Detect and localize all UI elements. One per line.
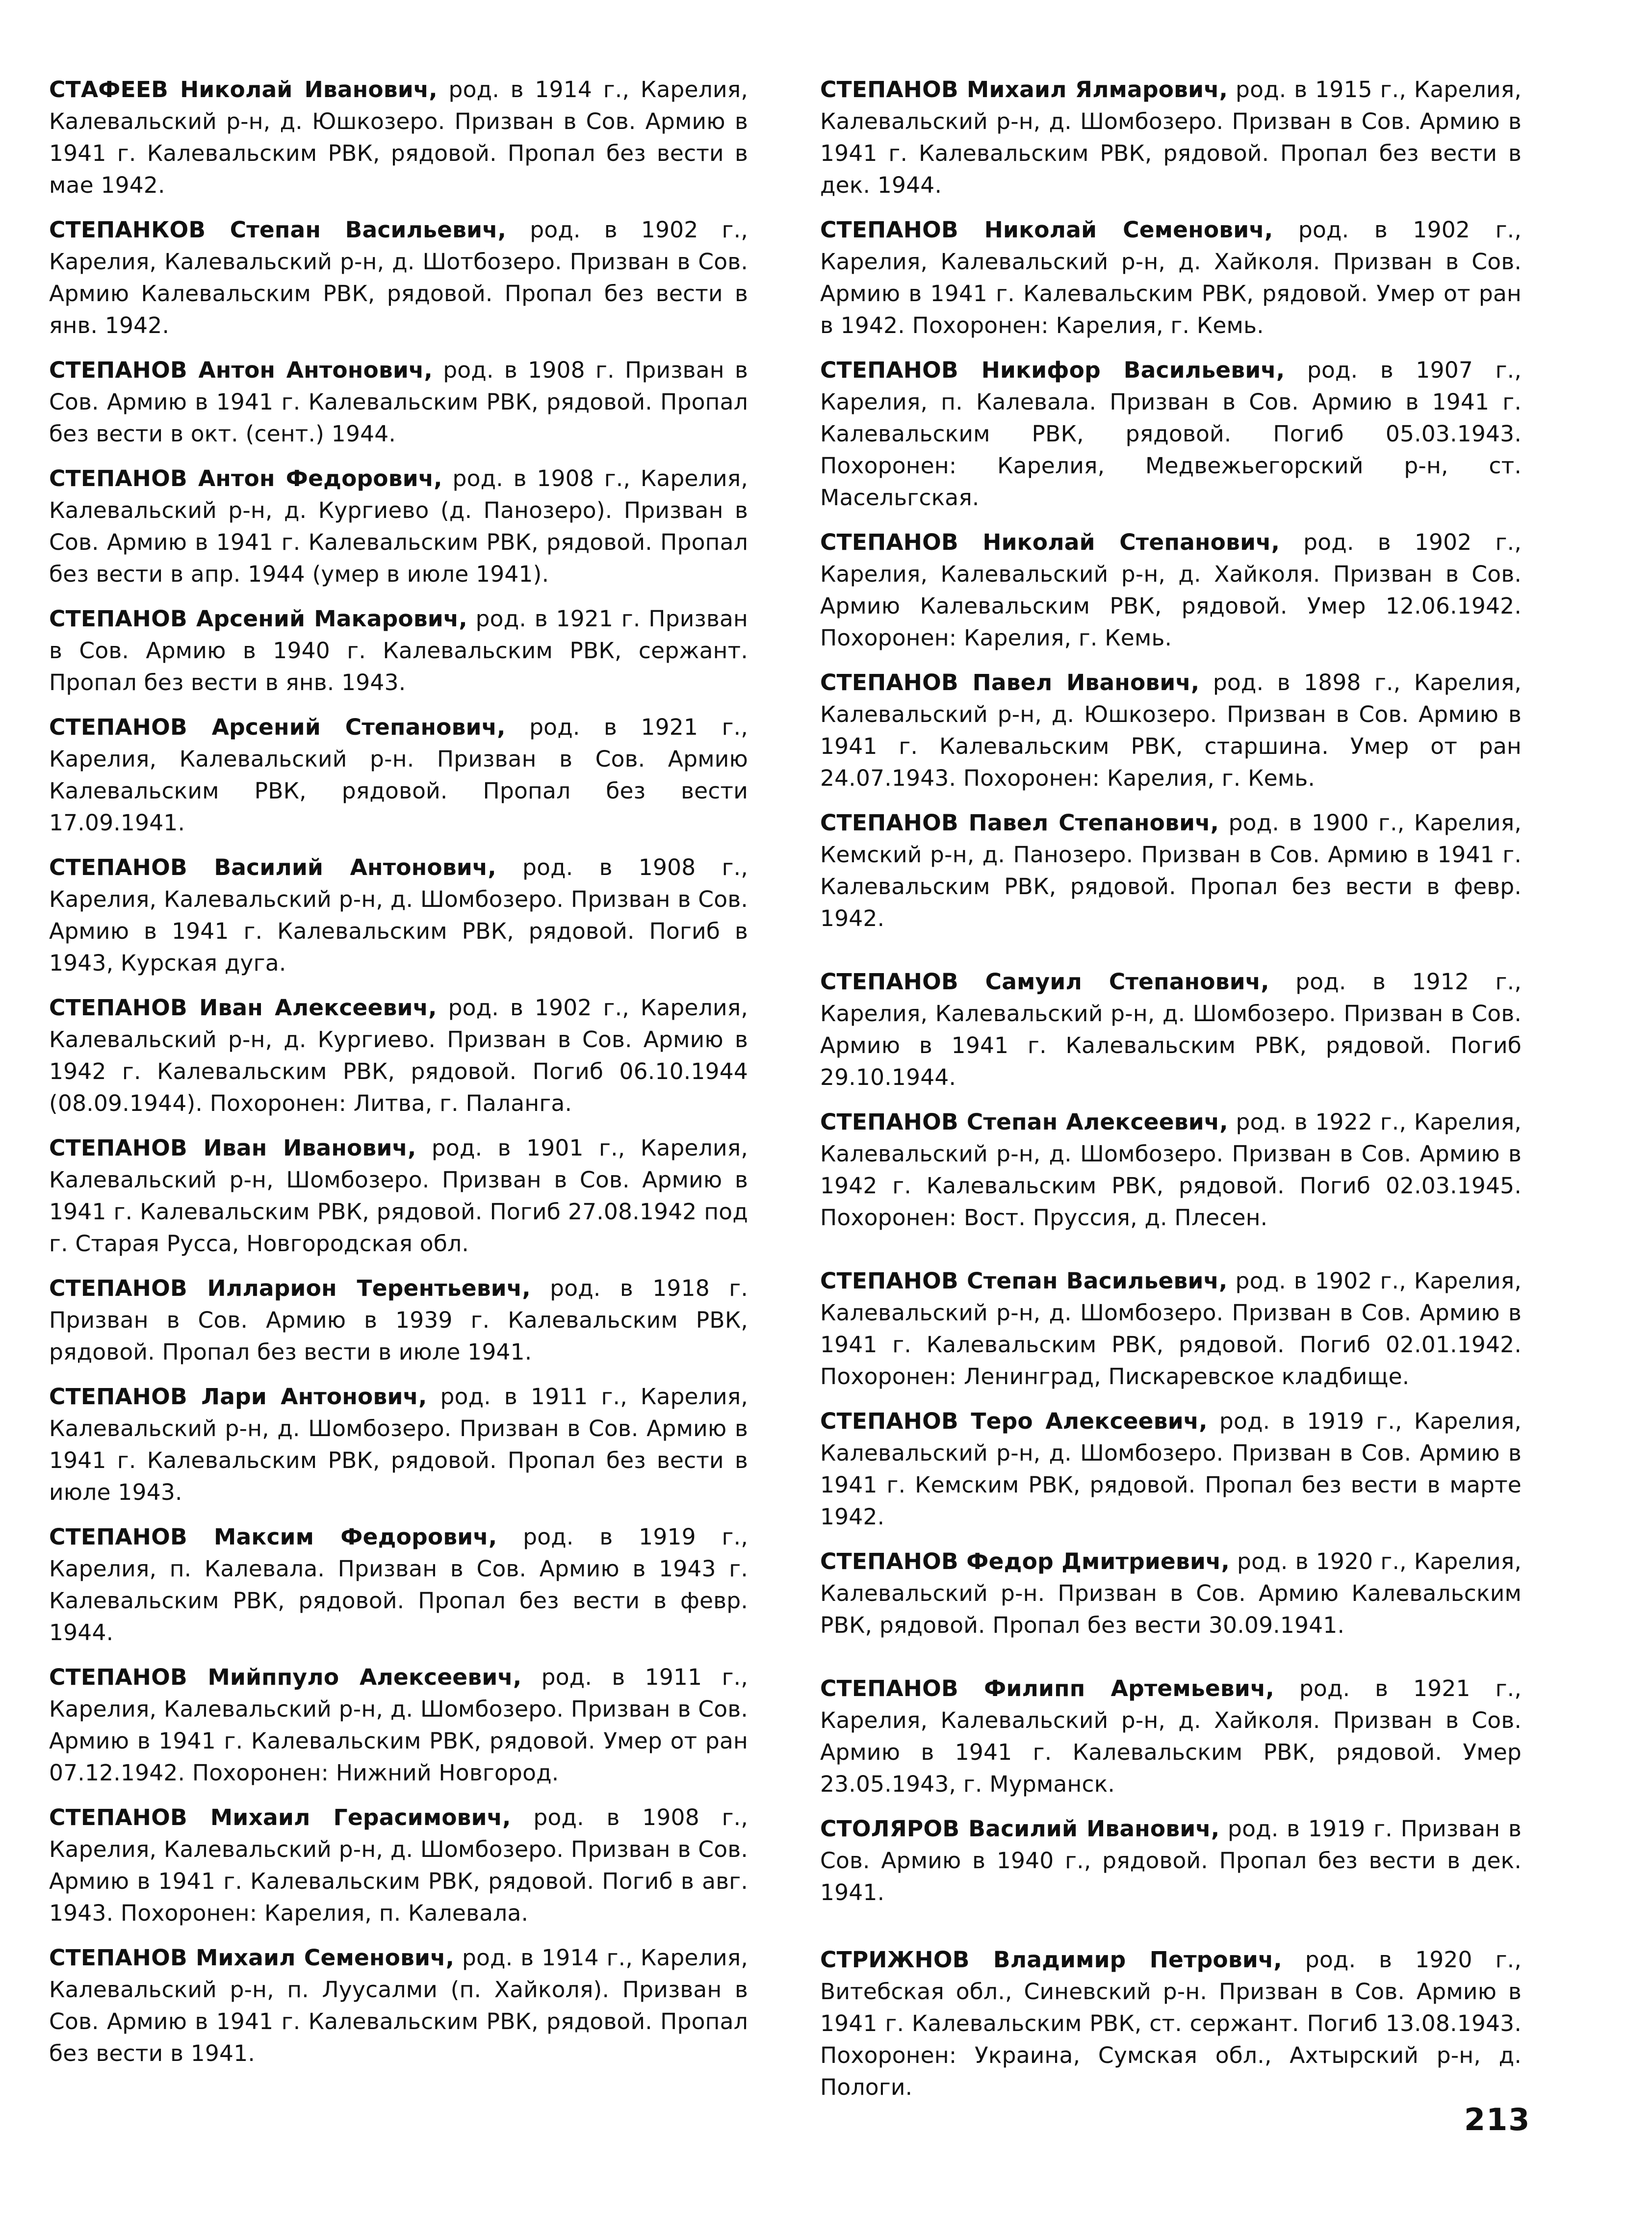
entry — [49, 603, 748, 698]
entry-name: СТЕПАНОВ Павел Иванович, — [820, 669, 1200, 695]
entry-text: род. в 1921 г., Карелия, Калевальский р-н. Призван в Сов. Армию Калевальским РВК, рядовой. Пропал без вести 17.09.1941. — [49, 714, 748, 836]
entry-name: СТЕПАНОВ Павел Степанович, — [820, 810, 1219, 836]
entry — [49, 1381, 748, 1508]
page-number: 213 — [1464, 2102, 1531, 2137]
entry — [820, 354, 1522, 514]
entry — [49, 1521, 748, 1648]
entry — [820, 214, 1522, 341]
entry-name: СТЕПАНОВ Мийппуло Алексеевич, — [49, 1664, 522, 1690]
right-column — [820, 74, 1522, 2103]
entry-text: род. в 1908 г. Призван в Сов. Армию в 1941 г. Калевальским РВК, рядовой. Пропал без вести в окт. (сент.) 1944. — [49, 357, 748, 447]
entry — [49, 1272, 748, 1368]
entry-text: род. в 1919 г., Карелия, Калевальский р-н, д. Шомбозеро. Призван в Сов. Армию в 1941 г. Кемским РВК, рядовой. Пропал без вести в марте 1942. — [820, 1408, 1522, 1530]
entry-text: род. в 1920 г., Витебская обл., Синевский р-н. Призван в Сов. Армию в 1941 г. Калевальским РВК, ст. сержант. Погиб 13.08.1943. Похоронен: Украина, Сумская обл., Ахтырский р-н, д. Пологи. — [820, 1947, 1522, 2100]
entry — [49, 1132, 748, 1260]
entry-name: СТЕПАНОВ Степан Васильевич, — [820, 1268, 1228, 1294]
entry — [49, 1661, 748, 1789]
entry — [49, 851, 748, 979]
entry — [49, 992, 748, 1119]
entry-name: СТЕПАНОВ Арсений Макарович, — [49, 606, 467, 632]
entry-name: СТЕПАНОВ Василий Антонович, — [49, 854, 496, 880]
entry — [820, 1813, 1522, 1908]
entry-text: род. в 1919 г. Призван в Сов. Армию в 1940 г., рядовой. Пропал без вести в дек. 1941. — [820, 1816, 1522, 1905]
entry — [820, 1545, 1522, 1641]
entry — [820, 807, 1522, 934]
entry-text: род. в 1902 г., Карелия, Калевальский р-н, д. Кургиево. Призван в Сов. Армию в 1942 г. Калевальским РВК, рядовой. Погиб 06.10.1944 (08.09.1944). Похоронен: Литва, г. Паланга. — [49, 995, 748, 1116]
entry — [820, 1673, 1522, 1800]
entry-text: род. в 1921 г. Призван в Сов. Армию в 1940 г. Калевальским РВК, сержант. Пропал без вести в янв. 1943. — [49, 606, 749, 695]
entry-text: род. в 1915 г., Карелия, Калевальский р-н, д. Шомбозеро. Призван в Сов. Армию в 1941 г. Калевальским РВК, рядовой. Пропал без вести в дек. 1944. — [820, 77, 1522, 198]
entry-name: СТЕПАНОВ Михаил Ялмарович, — [820, 77, 1228, 103]
entry-text: род. в 1919 г., Карелия, п. Калевала. Призван в Сов. Армию в 1943 г. Калевальским РВК, рядовой. Пропал без вести в февр. 1944. — [49, 1524, 748, 1646]
entry-name: СТЕПАНОВ Теро Алексеевич, — [820, 1408, 1208, 1434]
entry-text: род. в 1902 г., Карелия, Калевальский р-н, д. Шотбозеро. Призван в Сов. Армию Калевальским РВК, рядовой. Пропал без вести в янв. 1942. — [49, 217, 748, 338]
entry-text: род. в 1920 г., Карелия, Калевальский р-н. Призван в Сов. Армию Калевальским РВК, рядовой. Пропал без вести 30.09.1941. — [820, 1548, 1522, 1638]
entry-text: род. в 1902 г., Карелия, Калевальский р-н, д. Шомбозеро. Призван в Сов. Армию в 1941 г. Калевальским РВК, рядовой. Погиб 02.01.1942. Похоронен: Ленинград, Пискаревское кладбище. — [820, 1268, 1522, 1390]
entry-text: род. в 1908 г., Карелия, Калевальский р-н, д. Шомбозеро. Призван в Сов. Армию в 1941 г. Калевальским РВК, рядовой. Погиб в 1943, Курская дуга. — [49, 854, 748, 976]
entry-name: СТЕПАНОВ Михаил Семенович, — [49, 1945, 455, 1971]
entry-text: род. в 1922 г., Карелия, Калевальский р-н, д. Шомбозеро. Призван в Сов. Армию в 1942 г. Калевальским РВК, рядовой. Погиб 02.03.1945. Похоронен: Вост. Пруссия, д. Плесен. — [820, 1109, 1522, 1231]
entry-name: СТЕПАНОВ Иван Иванович, — [49, 1135, 416, 1161]
entry-text: род. в 1914 г., Карелия, Калевальский р-н, п. Луусалми (п. Хайколя). Призван в Сов. Армию в 1941 г. Калевальским РВК, рядовой. Пропал без вести в 1941. — [49, 1945, 748, 2066]
entry — [49, 711, 748, 839]
entry-text: род. в 1902 г., Карелия, Калевальский р-н, д. Хайколя. Призван в Сов. Армию Калевальским РВК, рядовой. Умер 12.06.1942. Похоронен: Карелия, г. Кемь. — [820, 529, 1522, 651]
entry — [820, 74, 1522, 201]
entry-text: род. в 1898 г., Карелия, Калевальский р-н, д. Юшкозеро. Призван в Сов. Армию в 1941 г. Калевальским РВК, старшина. Умер от ран 24.07.1943. Похоронен: Карелия, г. Кемь. — [820, 669, 1522, 791]
entry-text: род. в 1900 г., Карелия, Кемский р-н, д. Панозеро. Призван в Сов. Армию в 1941 г. Калевальским РВК, рядовой. Пропал без вести в февр. 1942. — [820, 810, 1522, 931]
entry-name: СТЕПАНОВ Филипп Артемьевич, — [820, 1675, 1274, 1701]
entry-name: СТЕПАНОВ Степан Алексеевич, — [820, 1109, 1228, 1135]
entry-name: СТЕПАНОВ Михаил Герасимович, — [49, 1804, 511, 1830]
entry-name: СТЕПАНОВ Арсений Степанович, — [49, 714, 506, 740]
entry-name: СТОЛЯРОВ Василий Иванович, — [820, 1816, 1220, 1842]
left-column — [49, 74, 748, 2069]
entry-text: род. в 1912 г., Карелия, Калевальский р-н, д. Шомбозеро. Призван в Сов. Армию в 1941 г. Калевальским РВК, рядовой. Погиб 29.10.1944. — [820, 969, 1522, 1090]
entry — [820, 1106, 1522, 1234]
entry-text: род. в 1914 г., Карелия, Калевальский р-н, д. Юшкозеро. Призван в Сов. Армию в 1941 г. Калевальским РВК, рядовой. Пропал без вести в мае 1942. — [49, 77, 748, 198]
entry — [49, 214, 748, 341]
entry-text: род. в 1911 г., Карелия, Калевальский р-н, д. Шомбозеро. Призван в Сов. Армию в 1941 г. Калевальским РВК, рядовой. Умер от ран 07.12.1942. Похоронен: Нижний Новгород. — [49, 1664, 749, 1786]
entry — [820, 667, 1522, 794]
entry-name: СТЕПАНОВ Илларион Терентьевич, — [49, 1275, 531, 1301]
entry-name: СТЕПАНОВ Федор Дмитриевич, — [820, 1548, 1230, 1574]
entry-name: СТЕПАНОВ Антон Антонович, — [49, 357, 433, 383]
entry — [49, 1942, 748, 2069]
entry — [49, 463, 748, 590]
entry — [820, 1405, 1522, 1533]
entry — [49, 354, 748, 450]
entry-text: род. в 1908 г., Карелия, Калевальский р-н, д. Кургиево (д. Панозеро). Призван в Сов. Армию в 1941 г. Калевальским РВК, рядовой. Пропал без вести в апр. 1944 (умер в июле 1941). — [49, 465, 748, 587]
entry — [820, 966, 1522, 1093]
entry-text: род. в 1908 г., Карелия, Калевальский р-н, д. Шомбозеро. Призван в Сов. Армию в 1941 г. Калевальским РВК, рядовой. Погиб в авг. 1943. Похоронен: Карелия, п. Калевала. — [49, 1804, 748, 1926]
entry — [49, 1801, 748, 1929]
entry-text: род. в 1901 г., Карелия, Калевальский р-н, Шомбозеро. Призван в Сов. Армию в 1941 г. Калевальским РВК, рядовой. Погиб 27.08.1942 под г. Старая Русса, Новгородская обл. — [49, 1135, 748, 1257]
entry-name: СТРИЖНОВ Владимир Петрович, — [820, 1947, 1282, 1973]
entry-name: СТЕПАНОВ Самуил Степанович, — [820, 969, 1269, 995]
entry-name: СТЕПАНОВ Николай Семенович, — [820, 217, 1273, 243]
entry-text: род. в 1911 г., Карелия, Калевальский р-н, д. Шомбозеро. Призван в Сов. Армию в 1941 г. Калевальским РВК, рядовой. Пропал без вести в июле 1943. — [49, 1384, 749, 1505]
entry-name: СТАФЕЕВ Николай Иванович, — [49, 77, 438, 103]
entry-text: род. в 1921 г., Карелия, Калевальский р-н, д. Хайколя. Призван в Сов. Армию в 1941 г. Калевальским РВК, рядовой. Умер 23.05.1943, г. Мурманск. — [820, 1675, 1522, 1797]
entry-name: СТЕПАНОВ Иван Алексеевич, — [49, 995, 437, 1021]
entry — [820, 526, 1522, 654]
entry-text: род. в 1902 г., Карелия, Калевальский р-н, д. Хайколя. Призван в Сов. Армию в 1941 г. Калевальским РВК, рядовой. Умер от ран в 1942. Похоронен: Карелия, г. Кемь. — [820, 217, 1522, 338]
entry-text: род. в 1918 г. Призван в Сов. Армию в 1939 г. Калевальским РВК, рядовой. Пропал без вести в июле 1941. — [49, 1275, 748, 1365]
entry-name: СТЕПАНКОВ Степан Васильевич, — [49, 217, 507, 243]
entry-name: СТЕПАНОВ Лари Антонович, — [49, 1384, 427, 1410]
entry-text: род. в 1907 г., Карелия, п. Калевала. Призван в Сов. Армию в 1941 г. Калевальским РВК, рядовой. Погиб 05.03.1943. Похоронен: Карелия, Медвежьегорский р-н, ст. Масельгская. — [820, 357, 1522, 511]
entry-name: СТЕПАНОВ Николай Степанович, — [820, 529, 1280, 555]
entry-name: СТЕПАНОВ Никифор Васильевич, — [820, 357, 1285, 383]
entry-name: СТЕПАНОВ Максим Федорович, — [49, 1524, 497, 1550]
entry — [820, 1265, 1522, 1392]
entry-name: СТЕПАНОВ Антон Федорович, — [49, 465, 442, 491]
entry — [820, 1944, 1522, 2103]
entry — [49, 74, 748, 201]
